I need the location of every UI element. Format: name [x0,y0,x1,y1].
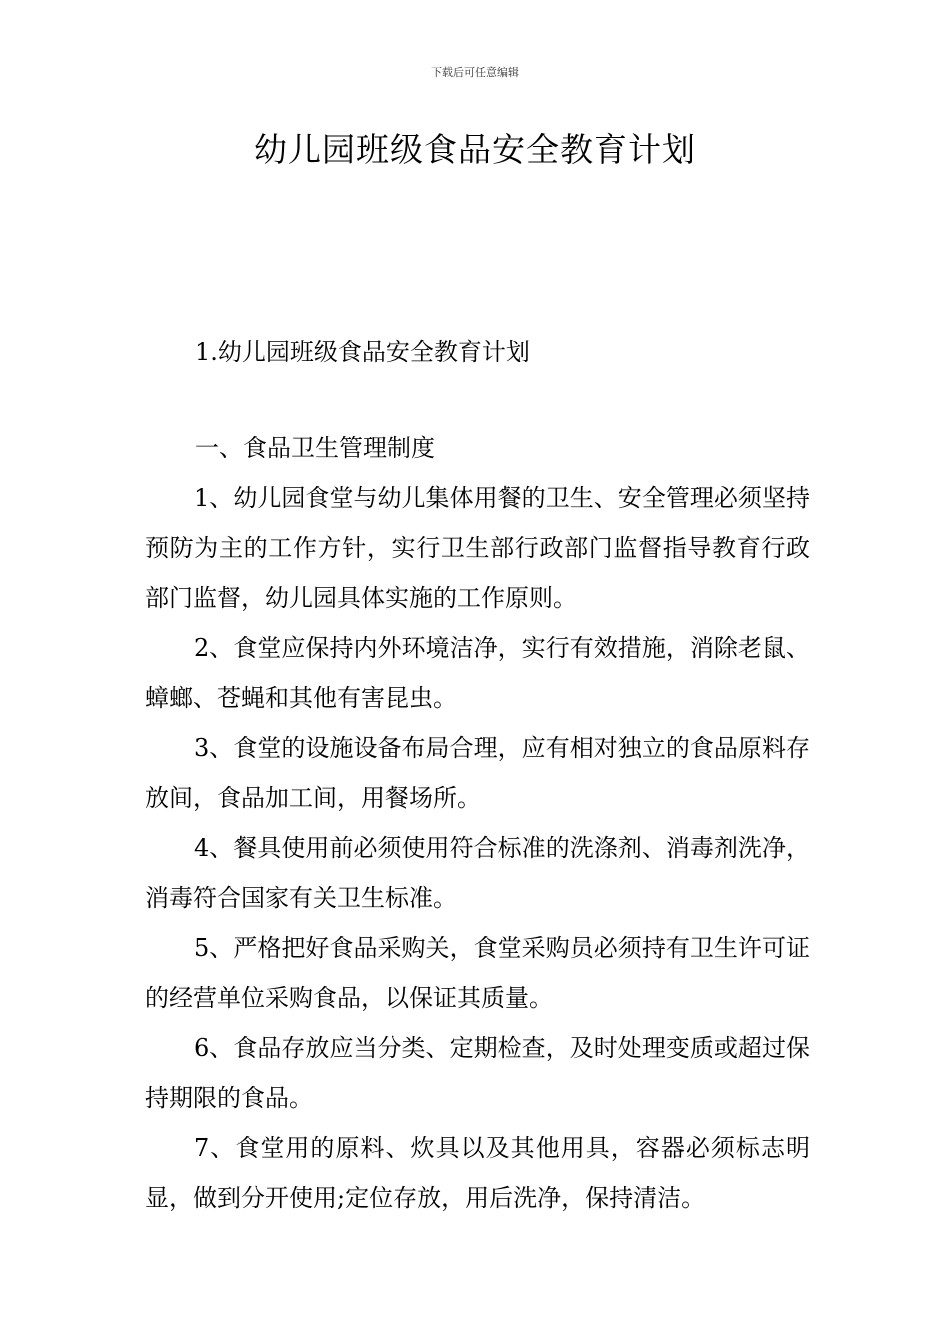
section-heading: 一、食品卫生管理制度 [195,434,435,462]
rule-item-3: 3、食堂的设施设备布局合理，应有相对独立的食品原料存放间，食品加工间，用餐场所。 [145,734,810,812]
rule-item-2: 2、食堂应保持内外环境洁净，实行有效措施，消除老鼠、蟑螂、苍蝇和其他有害昆虫。 [145,634,810,712]
document-title: 幼儿园班级食品安全教育计划 [254,130,696,169]
rule-item-7: 7、食堂用的原料、炊具以及其他用具，容器必须标志明显，做到分开使用;定位存放，用后洗净，保持清洁。 [145,1134,810,1212]
rules-list [145,473,810,1223]
rule-item-6: 6、食品存放应当分类、定期检查，及时处理变质或超过保持期限的食品。 [145,1034,810,1112]
rule-item-1: 1、幼儿园食堂与幼儿集体用餐的卫生、安全管理必须坚持预防为主的工作方针，实行卫生部行政部门监督指导教育行政部门监督，幼儿园具体实施的工作原则。 [145,484,810,612]
rule-item-5: 5、严格把好食品采购关，食堂采购员必须持有卫生许可证的经营单位采购食品，以保证其质量。 [145,934,810,1012]
rule-item-4: 4、餐具使用前必须使用符合标准的洗涤剂、消毒剂洗净，消毒符合国家有关卫生标准。 [145,834,810,912]
header-note: 下载后可任意编辑 [431,66,519,79]
document-subtitle: 1.幼儿园班级食品安全教育计划 [195,338,530,366]
